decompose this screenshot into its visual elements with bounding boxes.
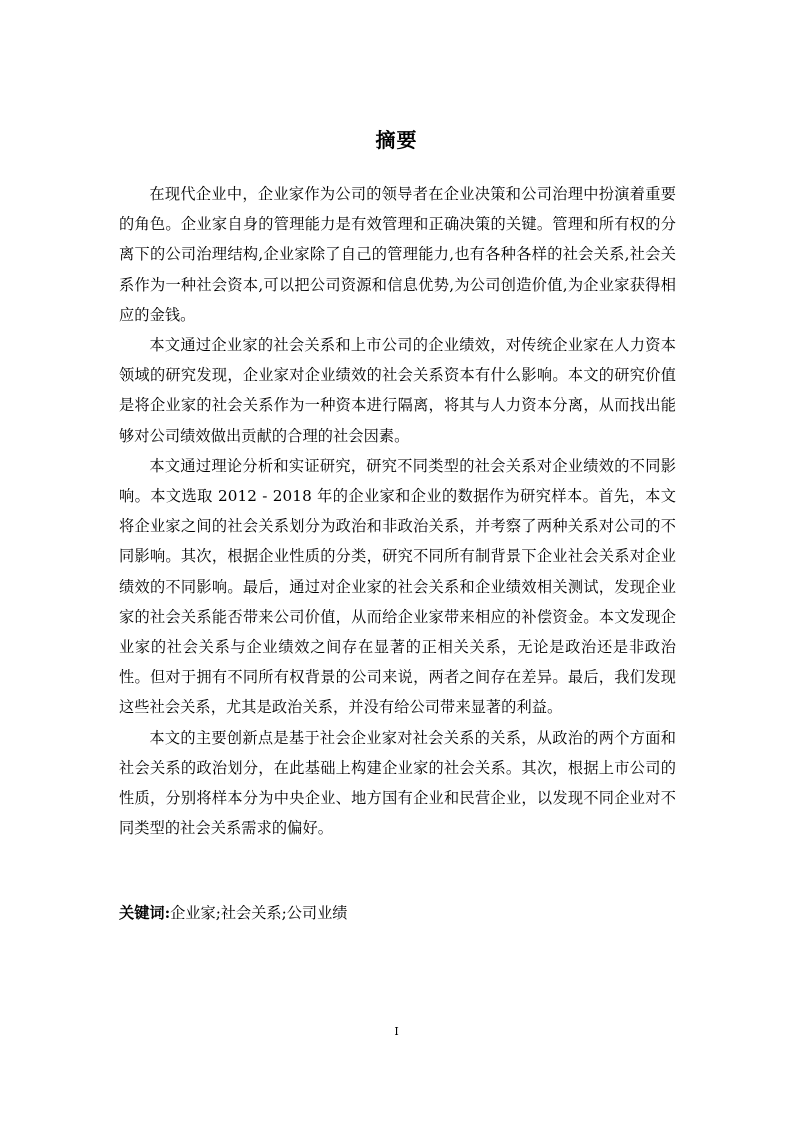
abstract-paragraph-3: 本文通过理论分析和实证研究，研究不同类型的社会关系对企业绩效的不同影响。本文选取 2012 - 2018 年的企业家和企业的数据作为研究样本。首先，本文将企业家之间的社会关系划分为政治和非政治关系，并考察了两种关系对公司的不同影响。其次，根据企业性质的分类，研究不同所有制背景下企业社会关系对企业绩效的不同影响。最后，通过对企业家的社会关系和企业绩效相关测试，发现企业家的社会关系能否带来公司价值，从而给企业家带来相应的补偿资金。本文发现企业家的社会关系与企业绩效之间存在显著的正相关关系，无论是政治还是非政治性。但对于拥有不同所有权背景的公司来说，两者之间存在差异。最后，我们发现这些社会关系，尤其是政治关系，并没有给公司带来显著的利益。: [119, 456, 676, 717]
abstract-paragraph-2: 本文通过企业家的社会关系和上市公司的企业绩效，对传统企业家在人力资本领域的研究发现，企业家对企业绩效的社会关系资本有什么影响。本文的研究价值是将企业家的社会关系作为一种资本进行隔离，将其与人力资本分离，从而找出能够对公司绩效做出贡献的合理的社会因素。: [119, 336, 676, 445]
abstract-paragraph-1: 在现代企业中，企业家作为公司的领导者在企业决策和公司治理中扮演着重要的角色。企业家自身的管理能力是有效管理和正确决策的关键。管理和所有权的分离下的公司治理结构,企业家除了自己的管理能力,也有各种各样的社会关系,社会关系作为一种社会资本,可以把公司资源和信息优势,为公司创造价值,为企业家获得相应的金钱。: [119, 185, 676, 324]
keywords-value: 企业家;社会关系;公司业绩: [170, 904, 348, 922]
keywords-label: 关键词:: [119, 904, 171, 922]
keywords-line: [119, 900, 347, 926]
abstract-body: [119, 179, 676, 843]
abstract-paragraph-4: 本文的主要创新点是基于社会企业家对社会关系的关系，从政治的两个方面和社会关系的政治划分，在此基础上构建企业家的社会关系。其次，根据上市公司的性质，分别将样本分为中央企业、地方国有企业和民营企业，以发现不同企业对不同类型的社会关系需求的偏好。: [119, 728, 676, 838]
page-number: I: [394, 1025, 399, 1038]
abstract-title: 摘要: [375, 128, 418, 152]
